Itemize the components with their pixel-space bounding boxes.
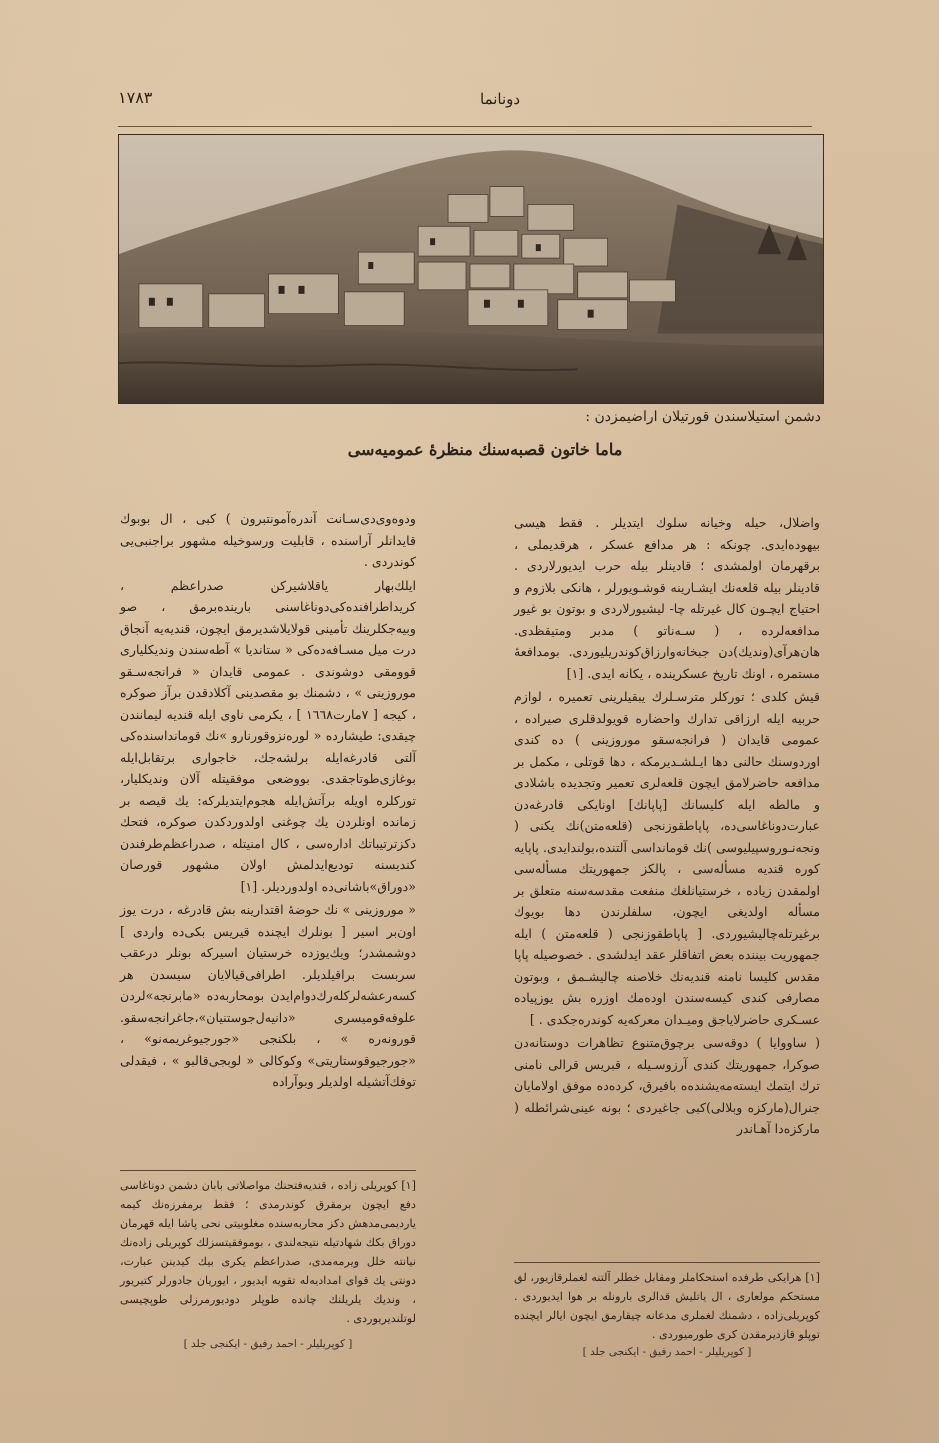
footnote-right: [١] هرایکی طرفده استحکاملر ومقابل خطلر آلتنه لغملرقازیور، لق مستحکم مولعاری ، ال یاتلیش قدالری بارونله بر هوا ایدیوردی . کوپریلی‌زاده ، دشمنك لغملری مدعانه چیقارمق ایچون ایالر ایچنده توپلو قازدیرمقدن کری طورمیوردی . bbox=[514, 1271, 820, 1341]
right-column bbox=[514, 512, 820, 1142]
village-landscape-photo bbox=[118, 134, 824, 404]
header-divider bbox=[118, 126, 812, 127]
photo-caption-line1: دشمن استیلاسندن قورتیلان اراضیمزدن : bbox=[585, 409, 821, 425]
running-title: دونانما bbox=[480, 90, 521, 108]
paragraph: ( ساووایا ) دوقه‌سی برچوق‌متنوع تظاهرات دوستانه‌دن صوکرا، جمهوریتك کندی آرزوسـیله ، قبریس قرالی نامنی ترك ایتمك ایسته‌مه‌یشنده‌ه بافیرق، کرده‌ده موفق اولامایان جنرال(مارکزه وبلالی)کبی جاغیردی ؛ بونه عینی‌شرائطله ( مارکزه‌دا آهـاندر bbox=[514, 1035, 820, 1136]
photo-caption-line2: ماما خاتون قصبه‌سنك منظرهٔ عمومیه‌سی bbox=[347, 440, 623, 459]
footnote-divider-left bbox=[120, 1170, 416, 1171]
paragraph: « موروزینی » نك حوضهٔ اقتدارینه بش قادرغه ، درت یوز اون‌بر اسیر [ بونلرك ایچنده قیریس بکی‌ده واردی ] دوشمشدر؛ ویك‌یوزده خرستیان اسیرکه بونلر درعقب سربست براقیلدیلر. اطرافی‌قیالایان سیسدن هر کسه‌رعشه‌لرکله‌رك‌دوام‌ایدن بومحاربه‌ده «مابرنجه»لردن علوفه‌قومیسری «دانیه‌ل‌جوستنیان»،جاغرانجه‌سقو. قورونه‌ره » ، بلکنجی «جورجیوغریمه‌نو» ، «جورجیوقوستاریتی» وکوکالی « لوبجی‌قالبو » ، فیقدلی توفك‌آتشیله اولدیلر وبوآراده bbox=[120, 902, 416, 1089]
footnote-divider-right bbox=[514, 1262, 820, 1263]
page-number: ١٧٨٣ bbox=[118, 88, 153, 107]
paragraph: قیش کلدی ؛ تورکلر مترسـلرك یبقیلرینی تعمیره ، لوازم حربیه ایله ارزاقی تدارك واحضاره قویولدقلری صیراده ، عمومی قایدان ( فرانجه‌سقو موروزینی ) ده کندی اوردوسنك حالنی دها ایـلشـدیرمکه ، دها قوتلی ، مکمل بر مدافعه حاضرلامق ایچون قلعه‌لری تعمیر وتجدیده باشلادی و مالطه ایله کلیسانك [پاپانك] اونایکی قادرغه‌دن عبارت‌دوناغاسی‌ده، پاپاطقوزنجی (قلعه‌متن)نك یکنی ( ونجه‌نـوروسپیلیوسی )نك قومانداسی آلتنده،بولندایدی. پاپایه کوره قندیه مسأله‌سی ، پالکز جمهوریتك مسأله‌سی اولمقدن زیاده ، خرستیانلغك منفعت مقدسه‌سنه متعلق بر مسأله اولدیغی ایچون، سلفلرندن دها بویوك برغیرتله‌چالیشیوردی. [ پاپاطقوزنجی ( قلعه‌متن ) ایله جمهوریت بیننده بعض اتفاقلر عقد ایدلشدی . خصوصیله پاپا مقدس کلیسا نامنه قندیه‌نك خلاصنه چالیشـمق ، وبوتون مصارفی کندی کیسه‌سندن اوده‌مك اوزره بش یوزپیاده عسـکری حاضرلایاجق ومیـدان معرکه‌یه کوندره‌جکدی . ] bbox=[514, 689, 820, 1027]
paragraph: واضلال، حیله وخیانه سلوك ایتدیلر . فقط هیسی بیهوده‌ایدی. چونکه : هر مدافع عسکر ، هرقدیملی ، برقهرمان اولمشدی ؛ قادینلر بیله حرب ایدیورلاردی . قادینلر بیله قلعه‌نك ایشـارینه قوشـویورلر ، هانکی بلازوم و احتیاج ایچـون کال غیرتله چا- لیشیورلاردی و بوتون بو غیور مدافعه‌لرده ، ( سـه‌ناتو ) مدبر ومتیقظدی. هان‌هرآی(وندیك)دن جبخانه‌وارزاق‌کوندریلیوردی. بومدافعهٔ مستمره ، اونك تاریخ عسکرینده ، یکانه ایدی. [١] bbox=[514, 515, 820, 681]
footnote-left: [١] کوپریلی زاده ، قندیه‌فتحنك مواصلاتی بابان دشمن دوناغاسی دفع ایچون برمقرق کوندرمدی ؛ فقط برمفرزه‌نك کیمه یاردیمی‌مدهش دکز محاربه‌سنده مغلوبیتی نحی پاشا ایله قهرمان دوراق بکك شهادتیله نتیجه‌لندی ، بوموفقیتسزلك کوپریلی زاده‌نك نیانته خلل ویرمه‌مدی، صدراعظم یکری بیك کیدینن عبارت، دونتی یك قوای امدادیه‌له تقویه ایدیور ، ایوریان جادورلر کتیریور ، وندیك یلریلنك چانده طوپلر دودیورمرزلی طوپچیسی لوتلندیریوردی . bbox=[120, 1179, 416, 1325]
paragraph: ودوه‌وی‌دی‌سـانت آندره‌آ‌مونتبرون ) کبی ، ال بوبوك قایدانلر آراسنده ، قابلیت ورسوخیله مشهور براجنبی‌یی کوندردی . bbox=[120, 511, 416, 569]
footnote-source-right: [ کوپریلیلر - احمد رفیق - ایکنجی جلد ] bbox=[582, 1346, 752, 1358]
paragraph: ایلك‌بهار یاقلاشیرکن صدراعظم ، کریدا‌طرافنده‌کی‌دوناغاسنی بارینده‌برمق ، صو وبیه‌جکلرینك تأمینی قولایلاشدیرمق ایچون، قندیه‌یه آنجاق درت میل مسـافه‌ده‌کی « ستاندیا » آطه‌سندن وندیکلیاری قوومقی دوشوندی . عمومی قایدان « فرانجه‌سـقو موروزینی » ، دشمنك بو مقصدینی آکلادقدن برآز صوکره ، کیجه [ ٧مارت١٦٦٨ ] ، یکرمی ناوی ایله قندیه لیمانندن چیقدی: طیشارده « لوره‌نزوقورنارو »نك قوماندا‌سنده‌کی آلتی قادرغه‌ایله برلشه‌جك، خاجواری برتقابل‌ایله بوغازی‌طوتاجقدی. بووضعی موفقیتله آلان وندیکلیار، تورکلره اویله برآتش‌ایله هجوم‌ایتدیلرکه: یك قیصه بر زمانده اونلردن یك چوغنی اولدوردکدن صوکره، فتحك دکزترتیباتك اداره‌سی ، کال امنیتله ، صدراعظم‌طرفندن کندیسنه تودیع‌ایدلمش اولان مشهور قورصان «دوراق»‌باشانی‌ده اولدوردیلر. [١] bbox=[120, 577, 416, 894]
photo-illustration bbox=[119, 135, 823, 403]
footnote-source-left: [ کوپریلیلر - احمد رفیق - ایکنجی جلد ] bbox=[183, 1338, 353, 1350]
left-column bbox=[120, 508, 416, 1095]
